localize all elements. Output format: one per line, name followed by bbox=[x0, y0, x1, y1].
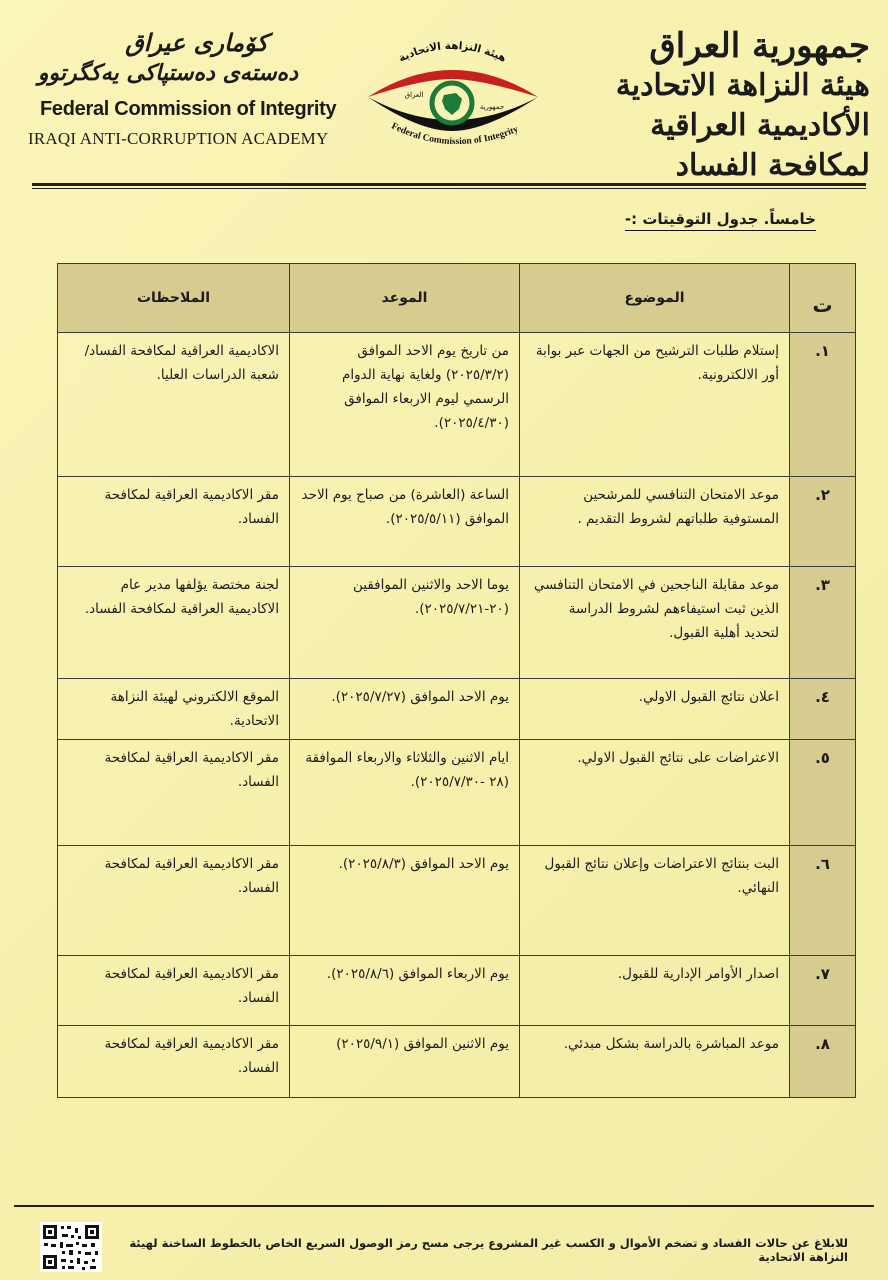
english-letterhead bbox=[28, 28, 358, 149]
row-date: يوم الاحد الموافق (٢٠٢٥/٧/٢٧). bbox=[290, 679, 520, 740]
header-divider-thin bbox=[32, 188, 866, 189]
table-header-row bbox=[58, 264, 856, 333]
table-row bbox=[58, 679, 856, 740]
svg-text:هيئة النزاهة الاتحادية bbox=[397, 40, 508, 65]
row-num: ٦. bbox=[790, 846, 856, 956]
table-row bbox=[58, 740, 856, 846]
header-notes: الملاحظات bbox=[58, 264, 290, 333]
row-num: ٤. bbox=[790, 679, 856, 740]
row-notes: مقر الاكاديمية العراقية لمكافحة الفساد. bbox=[58, 956, 290, 1026]
logo-bottom-text: Federal Commission of Integrity bbox=[389, 121, 520, 148]
qr-code-icon[interactable] bbox=[40, 1222, 102, 1272]
section-title: خامساً. جدول التوقيتات :- bbox=[625, 210, 816, 228]
row-date: من تاريخ يوم الاحد الموافق (٢٠٢٥/٣/٢) ولغاية نهاية الدوام الرسمي ليوم الاربعاء الموافق (٢٠٢٥/٤/٣٠). bbox=[290, 333, 520, 477]
footer-notice: للابلاغ عن حالات الفساد و تضخم الأموال و الكسب غير المشروع يرجى مسح رمز الوصول السريع الخاص بالخطوط الساخنة لهيئة النزاهة الاتحادية bbox=[129, 1236, 848, 1264]
logo-inner-left: العراق bbox=[404, 91, 424, 99]
kurdish-line-2: دەستەی دەستپاكی یەكگرتوو bbox=[37, 60, 298, 86]
header-divider bbox=[32, 183, 866, 186]
table-row bbox=[58, 567, 856, 679]
logo-inner-right: جمهورية bbox=[479, 103, 505, 111]
row-num: ٣. bbox=[790, 567, 856, 679]
row-subject: اصدار الأوامر الإدارية للقبول. bbox=[520, 956, 790, 1026]
row-notes: مقر الاكاديمية العراقية لمكافحة الفساد. bbox=[58, 1026, 290, 1098]
row-num: ٢. bbox=[790, 477, 856, 567]
header-date: الموعد bbox=[290, 264, 520, 333]
row-subject: موعد الامتحان التنافسي للمرشحين المستوفية طلباتهم لشروط التقديم . bbox=[520, 477, 790, 567]
table-row bbox=[58, 1026, 856, 1098]
row-num: ٧. bbox=[790, 956, 856, 1026]
row-date: يوم الاربعاء الموافق (٢٠٢٥/٨/٦). bbox=[290, 956, 520, 1026]
row-notes: مقر الاكاديمية العراقية لمكافحة الفساد. bbox=[58, 477, 290, 567]
commission-logo bbox=[360, 35, 545, 165]
row-num: ٥. bbox=[790, 740, 856, 846]
row-subject: البت بنتائج الاعتراضات وإعلان نتائج القبول النهائي. bbox=[520, 846, 790, 956]
row-subject: إستلام طلبات الترشيح من الجهات عبر بوابة أور الالكترونية. bbox=[520, 333, 790, 477]
arabic-letterhead bbox=[560, 26, 870, 186]
row-notes: الموقع الالكتروني لهيئة النزاهة الاتحادية. bbox=[58, 679, 290, 740]
row-notes: الاكاديمية العراقية لمكافحة الفساد/ شعبة الدراسات العليا. bbox=[58, 333, 290, 477]
letterhead-line-commission: هيئة النزاهة الاتحادية bbox=[615, 68, 870, 103]
table-row bbox=[58, 477, 856, 567]
table-row bbox=[58, 846, 856, 956]
letterhead-line-republic: جمهورية العراق bbox=[649, 26, 870, 66]
row-date: ايام الاثنين والثلاثاء والاربعاء الموافقة (٢٨ -٢٠٢٥/٧/٣٠). bbox=[290, 740, 520, 846]
logo-top-text: هيئة النزاهة الاتحادية bbox=[396, 39, 509, 65]
schedule-table bbox=[57, 263, 856, 1098]
row-notes: مقر الاكاديمية العراقية لمكافحة الفساد. bbox=[58, 740, 290, 846]
english-title: Federal Commission of Integrity bbox=[40, 98, 337, 120]
row-subject: موعد المباشرة بالدراسة بشكل مبدئي. bbox=[520, 1026, 790, 1098]
row-subject: موعد مقابلة الناجحين في الامتحان التنافسي الذين ثبت استيفاءهم لشروط الدراسة لتحديد أهلية القبول. bbox=[520, 567, 790, 679]
letterhead-line-academy: الأكاديمية العراقية لمكافحة الفساد bbox=[650, 108, 870, 183]
table-row bbox=[58, 956, 856, 1026]
row-subject: اعلان نتائج القبول الاولي. bbox=[520, 679, 790, 740]
row-num: ١. bbox=[790, 333, 856, 477]
header-num: ت bbox=[790, 264, 856, 333]
english-subtitle: IRAQI ANTI-CORRUPTION ACADEMY bbox=[28, 129, 329, 148]
table-row bbox=[58, 333, 856, 477]
row-notes: مقر الاكاديمية العراقية لمكافحة الفساد. bbox=[58, 846, 290, 956]
row-subject: الاعتراضات على نتائج القبول الاولي. bbox=[520, 740, 790, 846]
row-date: الساعة (العاشرة) من صباح يوم الاحد الموافق (٢٠٢٥/٥/١١). bbox=[290, 477, 520, 567]
row-date: يوم الاحد الموافق (٢٠٢٥/٨/٣). bbox=[290, 846, 520, 956]
footer-divider bbox=[14, 1205, 874, 1207]
header-subject: الموضوع bbox=[520, 264, 790, 333]
row-date: يوما الاحد والاثنين الموافقين (٢٠-٢٠٢٥/٧/٢١). bbox=[290, 567, 520, 679]
row-date: يوم الاثنين الموافق (٢٠٢٥/٩/١) bbox=[290, 1026, 520, 1098]
row-notes: لجنة مختصة يؤلفها مدير عام الاكاديمية العراقية لمكافحة الفساد. bbox=[58, 567, 290, 679]
row-num: ٨. bbox=[790, 1026, 856, 1098]
kurdish-line-1: كۆماری عيراق bbox=[125, 28, 268, 57]
